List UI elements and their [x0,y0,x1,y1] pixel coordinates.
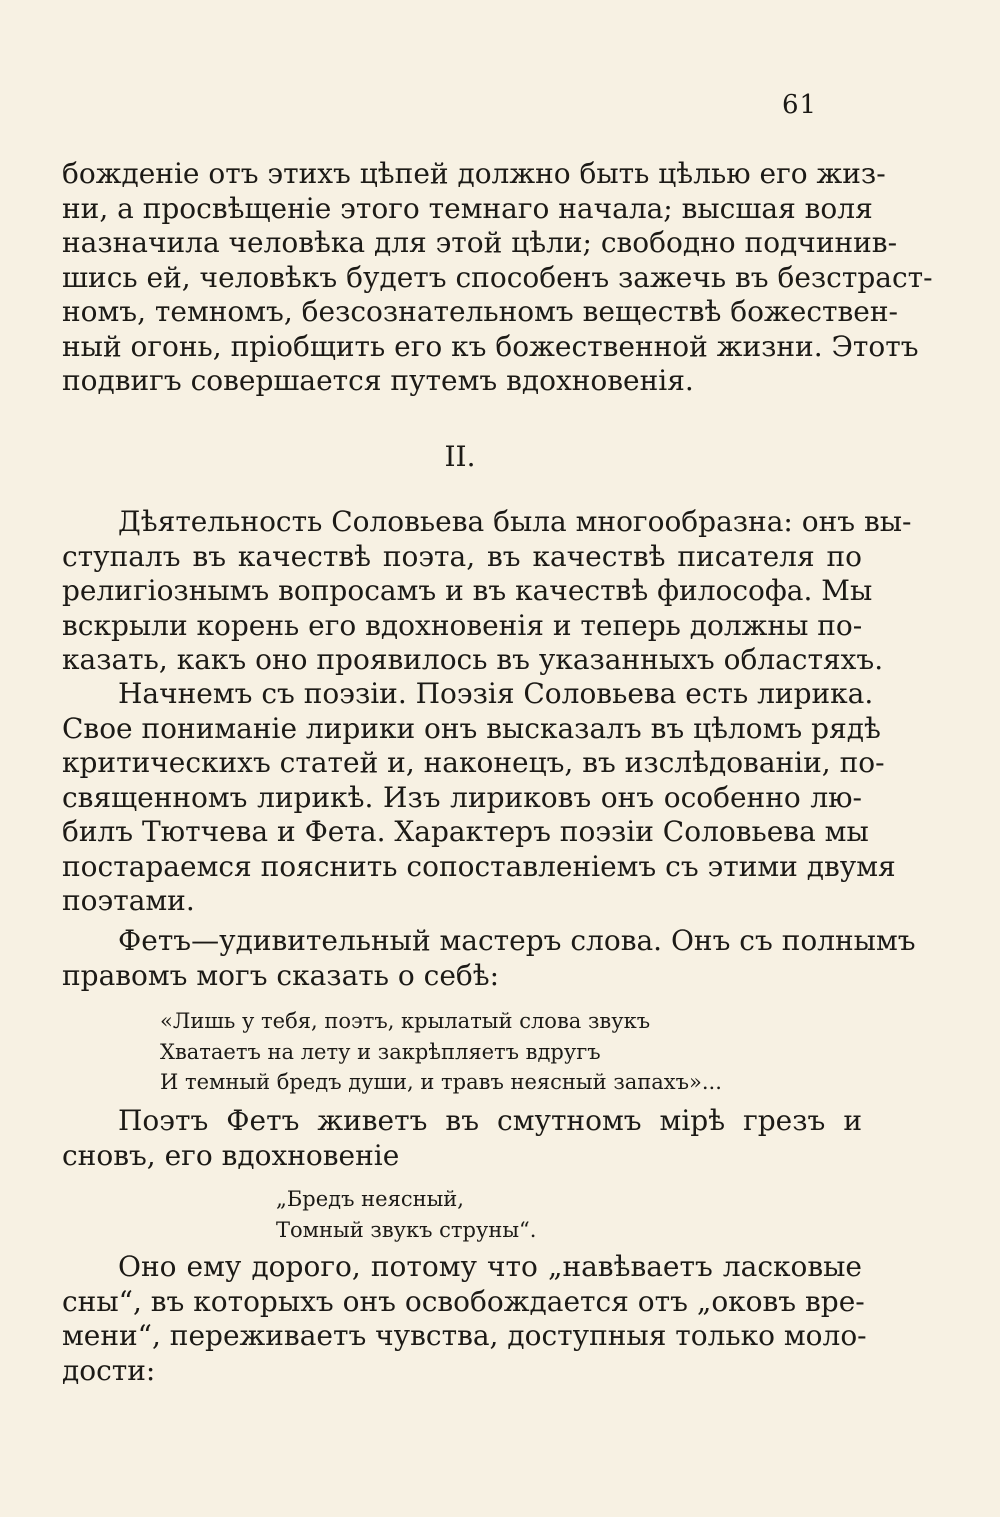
paragraph-2 [62,505,912,678]
text-line: ступалъ въ качествѣ поэта, въ качествѣ писателя по [62,539,862,573]
text-line: назначила человѣка для этой цѣли; свободно подчинив- [62,226,898,259]
text-line: сны“, въ которыхъ онъ освобождается отъ „оковъ вре- [62,1284,865,1318]
text-line: мени“, переживаетъ чувства, доступныя только моло- [62,1319,867,1352]
text-line: божденіе отъ этихъ цѣпей должно быть цѣлью его жиз- [62,157,886,190]
paragraph-6 [62,1250,867,1388]
paragraph-3 [62,677,896,919]
verse-line: Томный звукъ струны“. [276,1217,537,1242]
paragraph-5 [62,1104,862,1173]
verse-line: „Бредъ неясный, [276,1187,464,1211]
verse-quote-2 [276,1184,536,1245]
section-heading: II. [444,440,476,473]
text-line: критическихъ статей и, наконецъ, въ изслѣдованіи, по- [62,746,885,779]
text-line: священномъ лирикѣ. Изъ лириковъ онъ особенно лю- [62,780,862,814]
text-line: Фетъ—удивительный мастеръ слова. Онъ съ полнымъ [118,924,916,957]
text-line: ный огонь, пріобщить его къ божественной жизни. Этотъ [62,329,919,363]
text-line: номъ, темномъ, безсознательномъ веществѣ божествен- [62,295,898,328]
paragraph-1 [62,157,933,399]
text-line: шись ей, человѣкъ будетъ способенъ зажечь въ безстраст- [62,260,933,294]
text-line: Оно ему дорого, потому что „навѣваетъ ласковые [118,1250,862,1283]
text-line: казать, какъ оно проявилось въ указанныхъ областяхъ. [62,643,884,676]
verse-quote-1 [160,1006,722,1098]
verse-line: И темный бредъ души, и травъ неясный запахъ»... [160,1070,722,1094]
text-line: дости: [62,1353,156,1387]
page-number: 61 [782,90,818,120]
verse-line: Хватаетъ на лету и закрѣпляетъ вдругъ [160,1039,601,1064]
text-line: правомъ могъ сказать о себѣ: [62,958,500,992]
verse-line: «Лишь у тебя, поэтъ, крылатый слова звукъ [160,1009,651,1033]
text-line: подвигъ совершается путемъ вдохновенія. [62,364,694,397]
text-line: Свое пониманіе лирики онъ высказалъ въ цѣломъ рядѣ [62,711,881,745]
text-line: ни, а просвѣщеніе этого темнаго начала; высшая воля [62,191,873,225]
text-line: постараемся пояснить сопоставленіемъ съ этими двумя [62,849,896,883]
text-line: билъ Тютчева и Фета. Характеръ поэзіи Соловьева мы [62,815,869,848]
text-line: Начнемъ съ поэзіи. Поэзія Соловьева есть лирика. [118,677,874,710]
text-line: Поэтъ Фетъ живетъ въ смутномъ мірѣ грезъ и [118,1104,862,1137]
paragraph-4 [62,924,916,993]
text-line: сновъ, его вдохновеніе [62,1138,400,1172]
text-line: поэтами. [62,884,195,917]
text-line: вскрыли корень его вдохновенія и теперь должны по- [62,608,863,642]
text-line: религіознымъ вопросамъ и въ качествѣ философа. Мы [62,574,873,607]
text-line: Дѣятельность Соловьева была многообразна: онъ вы- [118,505,912,538]
